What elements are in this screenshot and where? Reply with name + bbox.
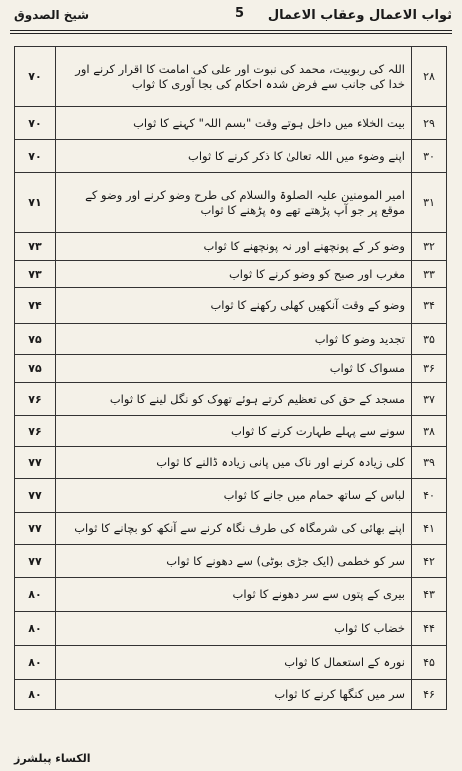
entry-text: امیر المومنین علیہ الصلوۃ والسلام کی طرح وضو کرنے اور وضو کے موقع پر جو آپ پڑھتے تھے وہ پڑھنے کا ثواب (56, 173, 412, 233)
entry-number: ۴۶ (412, 680, 447, 710)
table-row (15, 646, 447, 680)
entry-text: اپنے بھائی کی شرمگاہ کی طرف نگاہ کرنے سے آنکھ کو بچانے کا ثواب (56, 513, 412, 545)
table-row (15, 513, 447, 545)
entry-text: سونے سے پہلے طہارت کرنے کا ثواب (56, 416, 412, 447)
entry-number: ۳۶ (412, 355, 447, 383)
entry-text: سر میں کنگھا کرنے کا ثواب (56, 680, 412, 710)
page-number: 5 (235, 6, 245, 21)
entry-number: ۴۳ (412, 578, 447, 612)
table-row (15, 479, 447, 513)
table-row (15, 612, 447, 646)
entry-number: ۳۴ (412, 288, 447, 324)
entry-page: ۷۷ (15, 513, 56, 545)
entry-number: ۳۷ (412, 383, 447, 416)
entry-text: مغرب اور صبح کو وضو کرنے کا ثواب (56, 261, 412, 288)
entry-text: اللہ کی ربوبیت، محمد کی نبوت اور علی کی امامت کا اقرار کرنے اور خدا کی جانب سے فرض شدہ احکام کی بجا آوری کا ثواب (56, 47, 412, 107)
entry-number: ۳۱ (412, 173, 447, 233)
entry-page: ۷۷ (15, 545, 56, 578)
entry-text: اپنے وضوء میں اللہ تعالیٰ کا ذکر کرنے کا ثواب (56, 140, 412, 173)
entry-text: خضاب کا ثواب (56, 612, 412, 646)
table-row (15, 355, 447, 383)
entry-number: ۳۳ (412, 261, 447, 288)
table-row (15, 545, 447, 578)
entry-text: بیت الخلاء میں داخل ہوتے وقت "بسم اللہ" کہنے کا ثواب (56, 107, 412, 140)
entry-text: نورہ کے استعمال کا ثواب (56, 646, 412, 680)
entry-page: ۷۵ (15, 324, 56, 355)
entry-page: ۷۴ (15, 288, 56, 324)
entry-text: مسجد کے حق کی تعظیم کرتے ہوئے تھوک کو نگل لینے کا ثواب (56, 383, 412, 416)
table-row (15, 140, 447, 173)
entry-text: بیری کے پتوں سے سر دھونے کا ثواب (56, 578, 412, 612)
table-row (15, 383, 447, 416)
table-row (15, 416, 447, 447)
table-row (15, 288, 447, 324)
entry-page: ۸۰ (15, 680, 56, 710)
entry-text: لباس کے ساتھ حمام میں جانے کا ثواب (56, 479, 412, 513)
entry-number: ۳۲ (412, 233, 447, 261)
entry-page: ۷۳ (15, 233, 56, 261)
page-header (10, 4, 452, 30)
book-title: ثواب الاعمال وعقاب الاعمال (267, 8, 452, 23)
entry-page: ۷۳ (15, 261, 56, 288)
entry-page: ۷۰ (15, 47, 56, 107)
entry-page: ۷۰ (15, 140, 56, 173)
entry-text: وضو کر کے پونچھنے اور نہ پونچھنے کا ثواب (56, 233, 412, 261)
entry-number: ۳۰ (412, 140, 447, 173)
entry-number: ۳۹ (412, 447, 447, 479)
entry-page: ۷۱ (15, 173, 56, 233)
entry-page: ۷۶ (15, 416, 56, 447)
table-row (15, 107, 447, 140)
table-row (15, 47, 447, 107)
author-name: شیخ الصدوق (14, 8, 90, 22)
publisher-name: الکساء پبلشرز (14, 752, 91, 765)
entry-text: وضو کے وقت آنکھیں کھلی رکھنے کا ثواب (56, 288, 412, 324)
table-row (15, 447, 447, 479)
entry-page: ۸۰ (15, 578, 56, 612)
entry-page: ۷۷ (15, 447, 56, 479)
entry-page: ۸۰ (15, 646, 56, 680)
table-row (15, 324, 447, 355)
entry-page: ۷۷ (15, 479, 56, 513)
entry-text: مسواک کا ثواب (56, 355, 412, 383)
entry-number: ۴۰ (412, 479, 447, 513)
entry-number: ۴۲ (412, 545, 447, 578)
entry-number: ۳۵ (412, 324, 447, 355)
contents-table (14, 46, 447, 710)
entry-page: ۷۶ (15, 383, 56, 416)
entry-number: ۴۴ (412, 612, 447, 646)
table-row (15, 680, 447, 710)
header-rule (10, 30, 452, 31)
table-row (15, 261, 447, 288)
entry-text: تجدید وضو کا ثواب (56, 324, 412, 355)
entry-number: ۴۱ (412, 513, 447, 545)
entry-page: ۷۰ (15, 107, 56, 140)
entry-page: ۷۵ (15, 355, 56, 383)
entry-text: کلی زیادہ کرنے اور ناک میں پانی زیادہ ڈالنے کا ثواب (56, 447, 412, 479)
entry-number: ۴۵ (412, 646, 447, 680)
table-row (15, 233, 447, 261)
header-rule-secondary (10, 33, 452, 34)
table-row (15, 173, 447, 233)
entry-page: ۸۰ (15, 612, 56, 646)
entry-number: ۲۹ (412, 107, 447, 140)
table-row (15, 578, 447, 612)
entry-number: ۲۸ (412, 47, 447, 107)
entry-text: سر کو خطمی (ایک جڑی بوٹی) سے دھونے کا ثواب (56, 545, 412, 578)
entry-number: ۳۸ (412, 416, 447, 447)
